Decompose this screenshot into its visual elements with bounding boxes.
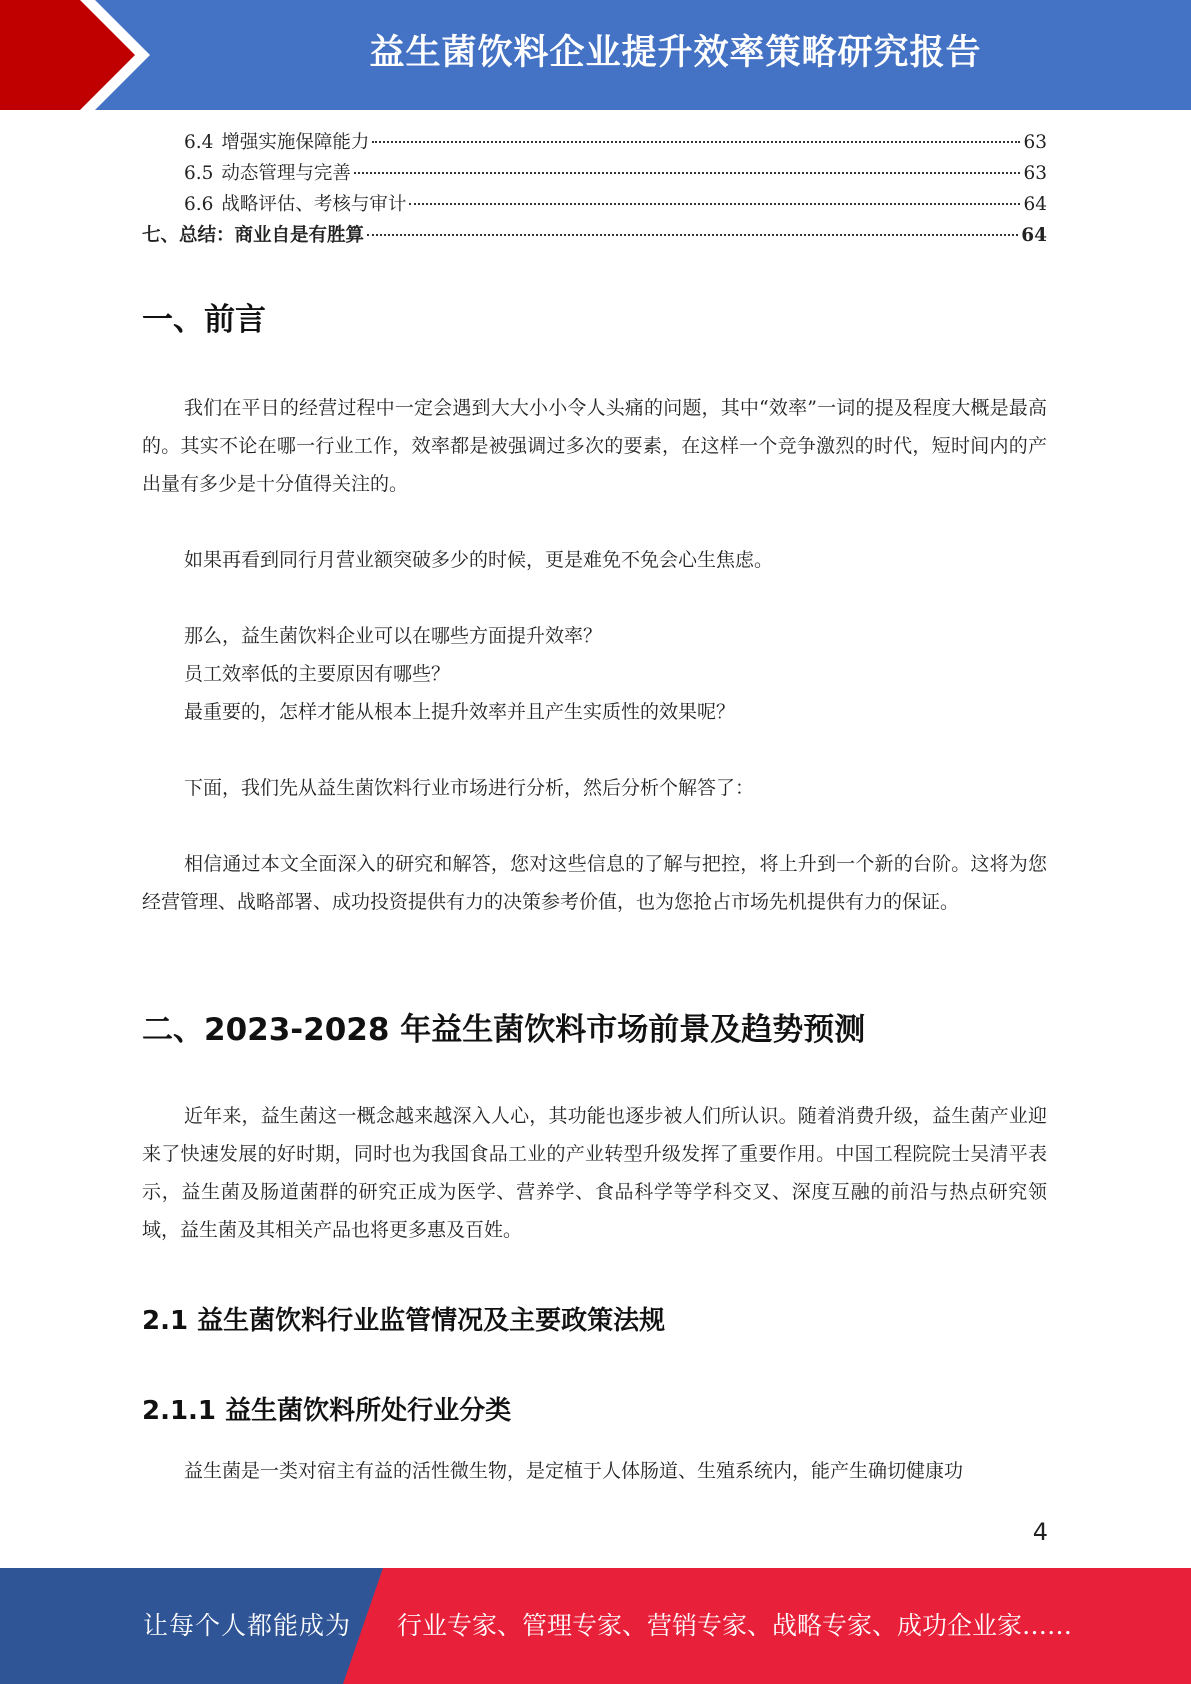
toc-entry[interactable] [142,128,1047,159]
table-of-contents [142,128,1047,252]
footer-slogan-right: 行业专家、管理专家、营销专家、战略专家、成功企业家…… [397,1611,1073,1640]
page-header [0,0,1191,110]
toc-label: 战略评估、考核与审计 [221,194,407,215]
toc-number: 6.6 [184,194,214,215]
section-heading-market-outlook: 二、2023-2028 年益生菌饮料市场前景及趋势预测 [142,1012,866,1048]
toc-entry[interactable] [142,190,1047,221]
toc-label: 增强实施保障能力 [221,132,370,153]
toc-page: 64 [1023,194,1047,215]
toc-number: 6.5 [184,163,214,184]
header-arrow-decoration [0,0,160,110]
paragraph: 益生菌是一类对宿主有益的活性微生物，是定植于人体肠道、生殖系统内，能产生确切健康功 [184,1460,964,1482]
toc-leader-dots [354,172,1021,174]
footer-slogan-left: 让每个人都能成为 [143,1611,352,1640]
paragraph: 最重要的，怎样才能从根本上提升效率并且产生实质性的效果呢？ [184,701,736,723]
toc-number: 6.4 [184,132,214,153]
toc-page: 64 [1021,225,1047,246]
subsection-heading: 2.1.1 益生菌饮料所处行业分类 [142,1396,512,1426]
paragraph: 下面，我们先从益生菌饮料行业市场进行分析，然后分析个解答了： [184,777,755,799]
toc-label: 七、总结：商业自是有胜算 [142,225,365,246]
paragraph: 如果再看到同行月营业额突破多少的时候，更是难免不免会心生焦虑。 [184,549,774,571]
paragraph: 员工效率低的主要原因有哪些？ [184,663,451,685]
toc-leader-dots [367,234,1018,236]
page-number: 4 [1032,1518,1048,1546]
toc-leader-dots [372,141,1020,143]
toc-entry[interactable] [142,159,1047,190]
toc-page: 63 [1023,132,1047,153]
page-footer [0,1568,1191,1684]
toc-label: 动态管理与完善 [221,163,351,184]
toc-page: 63 [1023,163,1047,184]
toc-leader-dots [409,203,1020,205]
paragraph: 那么，益生菌饮料企业可以在哪些方面提升效率？ [184,625,603,647]
report-title: 益生菌饮料企业提升效率策略研究报告 [369,33,982,73]
paragraph: 相信通过本文全面深入的研究和解答，您对这些信息的了解与把控，将上升到一个新的台阶。这将为您经营管理、战略部署、成功投资提供有力的决策参考价值，也为您抢占市场先机提供有力的保证。 [142,853,1047,913]
paragraph: 近年来，益生菌这一概念越来越深入人心，其功能也逐步被人们所认识。随着消费升级，益生菌产业迎来了快速发展的好时期，同时也为我国食品工业的产业转型升级发挥了重要作用。中国工程院院士吴清平表示，益生菌及肠道菌群的研究正成为医学、营养学、食品科学等学科交叉、深度互融的前沿与热点研究领域，益生菌及其相关产品也将更多惠及百姓。 [142,1105,1047,1241]
toc-entry-chapter[interactable] [142,221,1047,252]
subsection-heading: 2.1 益生菌饮料行业监管情况及主要政策法规 [142,1306,666,1336]
paragraph: 我们在平日的经营过程中一定会遇到大大小小令人头痛的问题，其中“效率”一词的提及程度大概是最高的。其实不论在哪一行业工作，效率都是被强调过多次的要素，在这样一个竞争激烈的时代，短时间内的产出量有多少是十分值得关注的。 [142,397,1047,495]
section-heading-preface: 一、前言 [142,302,266,338]
